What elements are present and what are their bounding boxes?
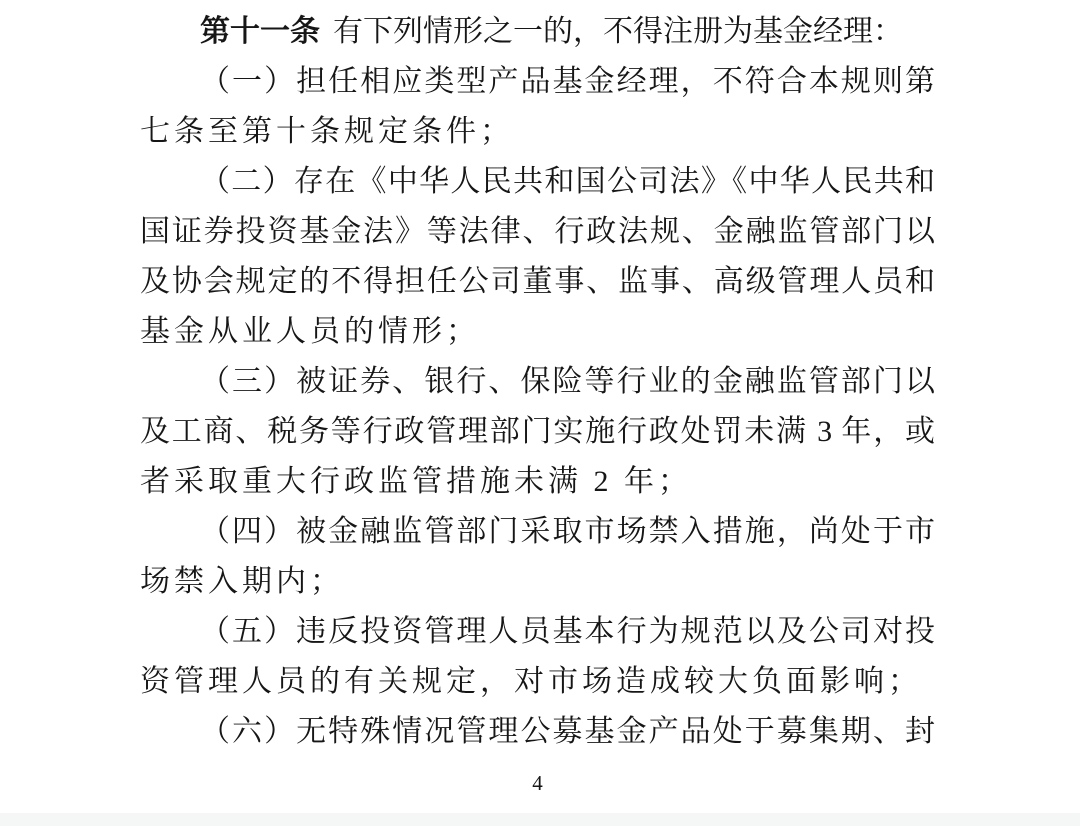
scan-edge-strip [0, 813, 1080, 826]
text-line: 及工商、税务等行政管理部门实施行政处罚未满 3 年，或 [140, 415, 935, 448]
text-line: 国证券投资基金法》等法律、行政法规、金融监管部门以 [140, 215, 935, 248]
text-line-clause-3: （三）被证券、银行、保险等行业的金融监管部门以 [200, 365, 935, 398]
text-line: 者采取重大行政监管措施未满 2 年； [140, 465, 692, 498]
article-heading-line [140, 7, 935, 57]
text-line-clause-2: （二）存在《中华人民共和国公司法》《中华人民共和 [200, 165, 935, 198]
article-intro: 有下列情形之一的，不得注册为基金经理： [333, 15, 903, 48]
text-line: 资管理人员的有关规定，对市场造成较大负面影响； [140, 665, 922, 698]
text-line: 基金从业人员的情形； [140, 315, 480, 348]
text-line-clause-5: （五）违反投资管理人员基本行为规范以及公司对投 [200, 615, 935, 648]
text-line-clause-4: （四）被金融监管部门采取市场禁入措施，尚处于市 [200, 515, 935, 548]
article-number: 第十一条 [200, 15, 320, 48]
text-line: 七条至第十条规定条件； [140, 115, 514, 148]
page-number: 4 [532, 771, 543, 795]
text-line-clause-6: （六）无特殊情况管理公募基金产品处于募集期、封 [200, 715, 935, 748]
text-line: 场禁入期内； [140, 565, 344, 598]
text-line-clause-1: （一）担任相应类型产品基金经理，不符合本规则第 [200, 65, 935, 98]
text-line: 及协会规定的不得担任公司董事、监事、高级管理人员和 [140, 265, 935, 298]
